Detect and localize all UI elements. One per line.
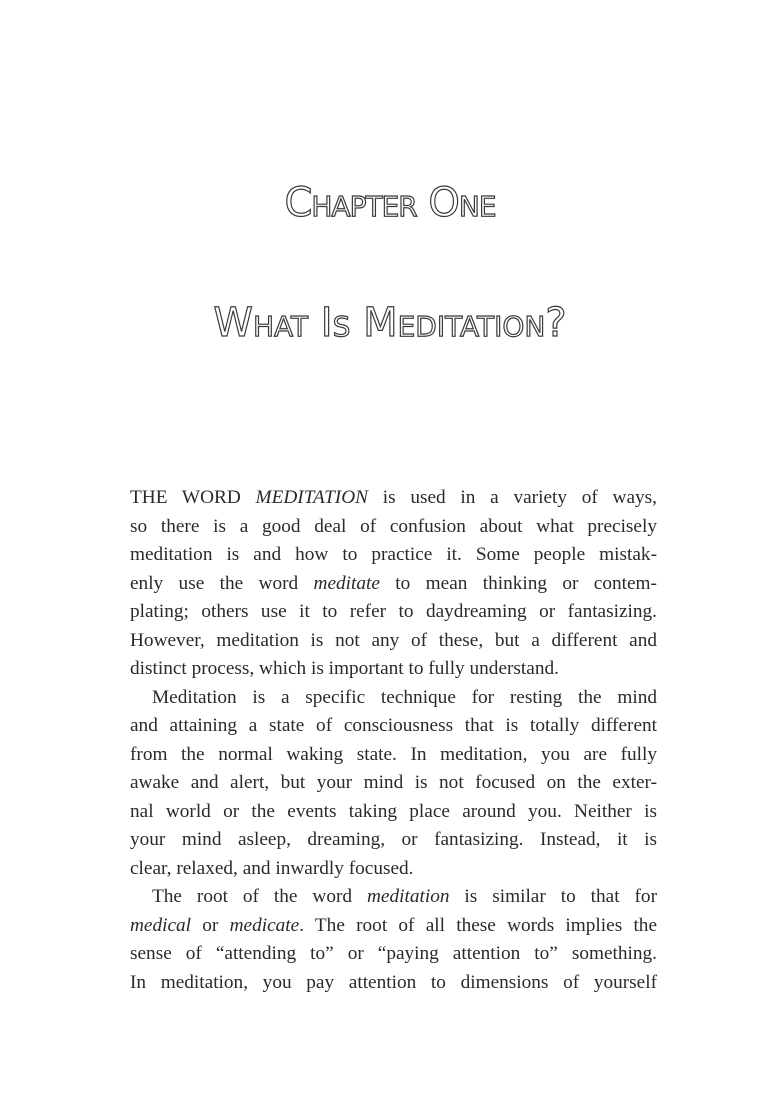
text-segment: nal world or the events taking place around you. Neither is: [130, 800, 657, 822]
body-text: [130, 484, 657, 997]
text-segment: awake and alert, but your mind is not focused on the exter-: [130, 772, 657, 793]
text-segment: Meditation is a specific technique for resting the mind: [152, 686, 657, 708]
text-line: [130, 712, 657, 741]
text-line: [130, 883, 657, 912]
text-line: [130, 513, 657, 542]
chapter-label: Chapter One: [284, 180, 496, 226]
text-segment: clear, relaxed, and inwardly focused.: [130, 857, 414, 879]
text-line: [130, 484, 657, 513]
text-line: [130, 541, 657, 570]
text-line: [130, 769, 657, 798]
text-line: [130, 570, 657, 599]
text-line: [130, 826, 657, 855]
text-segment: is similar to that for: [449, 886, 657, 907]
text-segment: is used in a variety of ways,: [368, 487, 657, 508]
text-segment: distinct process, which is important to fully understand.: [130, 658, 559, 679]
text-line: [130, 684, 657, 713]
text-line: [130, 969, 657, 998]
italic-text: meditate: [313, 572, 380, 594]
text-line: [130, 627, 657, 656]
text-segment: from the normal waking state. In meditation, you are fully: [130, 743, 657, 765]
text-segment: your mind asleep, dreaming, or fantasizing. Instead, it is: [130, 829, 657, 850]
text-line: [130, 855, 657, 884]
text-segment: However, meditation is not any of these, but a different and: [130, 629, 657, 651]
text-segment: to mean thinking or contem-: [379, 572, 657, 594]
text-segment: enly use the word: [130, 572, 314, 594]
text-line: [130, 655, 657, 684]
text-segment: THE WORD: [130, 487, 256, 508]
text-line: [130, 798, 657, 827]
text-line: [130, 741, 657, 770]
text-segment: meditation is and how to practice it. Some people mistak-: [130, 544, 657, 565]
text-segment: so there is a good deal of confusion about what precisely: [130, 515, 657, 537]
text-line: [130, 912, 657, 941]
text-segment: or: [191, 914, 230, 936]
text-line: [130, 598, 657, 627]
chapter-title: What Is Meditation?: [213, 300, 567, 346]
text-segment: . The root of all these words implies the: [299, 914, 658, 936]
text-line: [130, 940, 657, 969]
italic-text: meditation: [367, 886, 450, 907]
paragraph: [130, 684, 657, 884]
paragraph: [130, 484, 657, 684]
italic-text: medical: [130, 914, 192, 936]
italic-text: MEDITATION: [255, 487, 368, 508]
italic-text: medicate: [229, 914, 300, 936]
text-segment: and attaining a state of consciousness that is totally different: [130, 715, 657, 736]
paragraph: [130, 883, 657, 997]
text-segment: The root of the word: [152, 886, 367, 907]
text-segment: plating; others use it to refer to daydreaming or fantasizing.: [130, 601, 657, 622]
text-segment: sense of “attending to” or “paying attention to” something.: [130, 943, 657, 964]
text-segment: In meditation, you pay attention to dimensions of yourself: [130, 971, 657, 993]
